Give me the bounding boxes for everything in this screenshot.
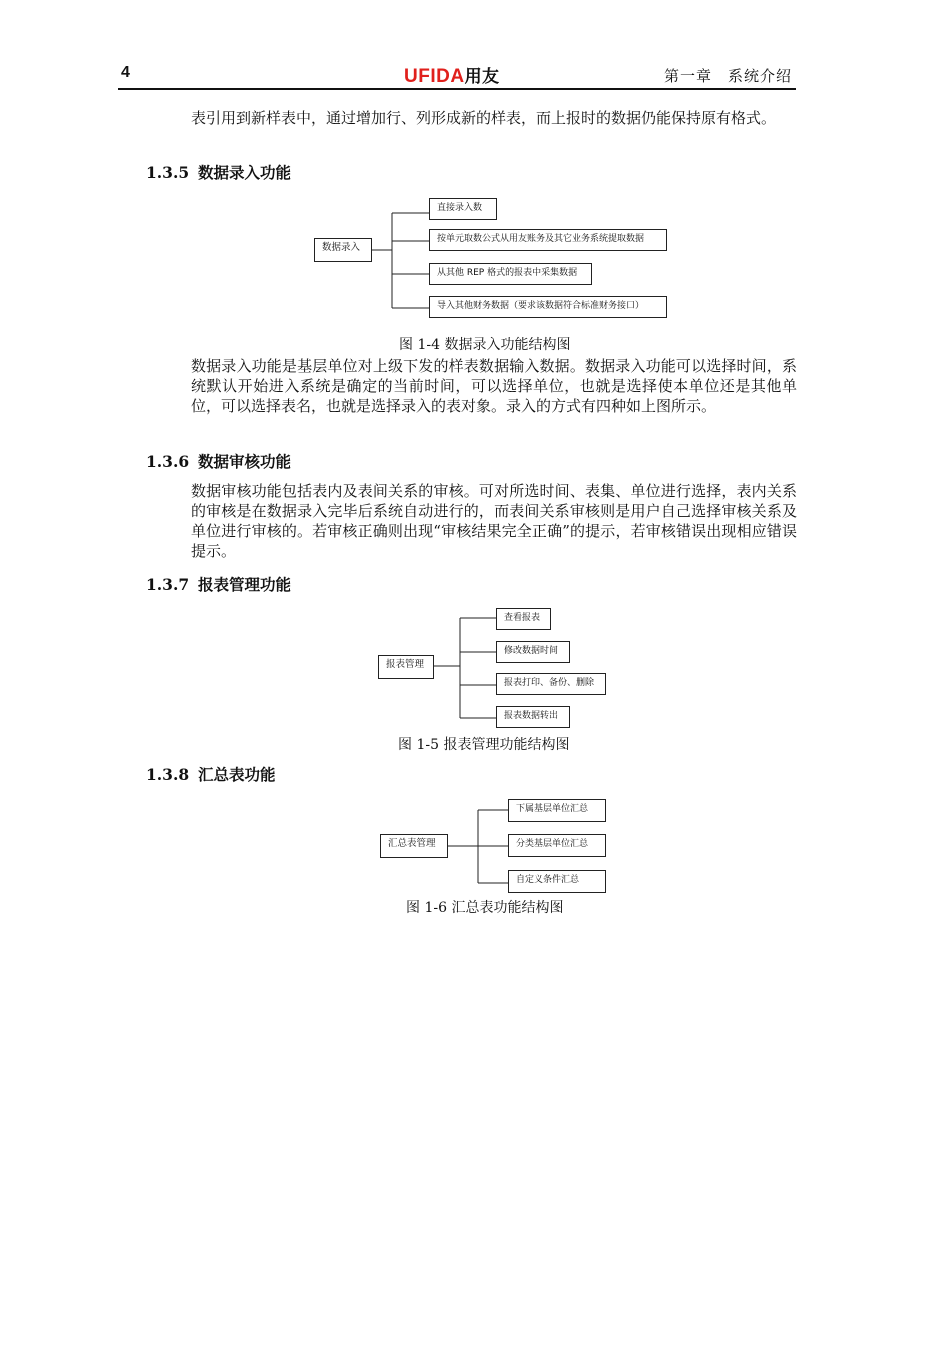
ufida-logo (404, 62, 500, 88)
section-paragraph-1-3-5: 数据录入功能是基层单位对上级下发的样表数据输入数据。数据录入功能可以选择时间，系统默认开始进入系统是确定的当前时间，可以选择单位，也就是选择使本单位还是其他单位，可以选择表名，也就是选择录入的表对象。录入的方式有四种如上图所示。 (191, 357, 797, 415)
logo-brand: UFIDA (404, 66, 465, 87)
section-number: 1.3.5 (146, 163, 190, 182)
figure-caption: 图 1-4 数据录入功能结构图 (399, 337, 571, 353)
section-number: 1.3.6 (146, 452, 190, 471)
diagram-root-data-entry: 数据录入 (314, 238, 372, 262)
diagram-node: 报表数据转出 (496, 706, 570, 728)
figure-caption: 图 1-6 汇总表功能结构图 (406, 900, 564, 916)
diagram-node: 分类基层单位汇总 (508, 834, 606, 857)
section-paragraph-1-3-6: 数据审核功能包括表内及表间关系的审核。可对所选时间、表集、单位进行选择，表内关系的审核是在数据录入完毕后系统自动进行的，而表间关系审核则是用户自己选择审核关系及单位进行审核的。若审核正确则出现“审核结果完全正确”的提示，若审核错误出现相应错误提示。 (191, 482, 797, 560)
diagram-node: 按单元取数公式从用友账务及其它业务系统提取数据 (429, 229, 667, 251)
section-heading-1-3-8 (146, 763, 276, 785)
diagram-node: 下属基层单位汇总 (508, 799, 606, 822)
diagram-node: 直接录入数 (429, 198, 497, 220)
section-title: 数据录入功能 (198, 163, 292, 182)
page-number: 4 (121, 64, 130, 81)
section-title: 报表管理功能 (198, 575, 292, 594)
diagram-root-report-management: 报表管理 (378, 655, 434, 679)
diagram-node: 导入其他财务数据（要求该数据符合标准财务接口） (429, 296, 667, 318)
section-heading-1-3-7 (146, 573, 291, 595)
diagram-node: 自定义条件汇总 (508, 870, 606, 893)
diagram-node: 报表打印、备份、删除 (496, 673, 606, 695)
section-number: 1.3.7 (146, 575, 190, 594)
page-header (118, 62, 796, 90)
section-title: 数据审核功能 (198, 452, 292, 471)
section-number: 1.3.8 (146, 765, 190, 784)
diagram-node: 查看报表 (496, 608, 551, 630)
figure-caption: 图 1-5 报表管理功能结构图 (398, 737, 570, 753)
chapter-title: 第一章 系统介绍 (663, 67, 792, 85)
diagram-node: 从其他 REP 格式的报表中采集数据 (429, 263, 592, 285)
logo-cn: 用友 (464, 67, 500, 86)
section-heading-1-3-5 (146, 161, 291, 183)
intro-paragraph: 表引用到新样表中，通过增加行、列形成新的样表，而上报时的数据仍能保持原有格式。 (191, 109, 777, 127)
diagram-root-summary-management: 汇总表管理 (380, 834, 448, 858)
section-title: 汇总表功能 (198, 765, 276, 784)
section-heading-1-3-6 (146, 450, 291, 472)
diagram-node: 修改数据时间 (496, 641, 570, 663)
